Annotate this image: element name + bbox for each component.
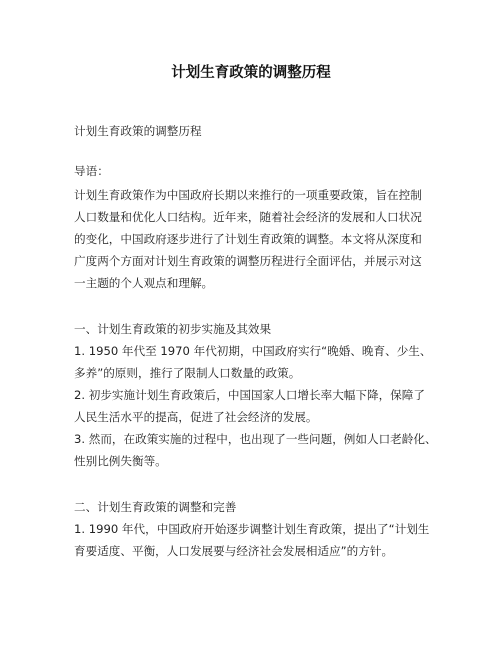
- intro-line: 广度两个方面对计划生育政策的调整历程进行全面评估，并展示对这: [74, 254, 422, 268]
- section1-line: 3. 然而，在政策实施的过程中，也出现了一些问题，例如人口老龄化、: [74, 432, 437, 446]
- section2-line: 1. 1990 年代，中国政府开始逐步调整计划生育政策，提出了“计划生: [74, 522, 430, 536]
- intro-line: 的变化，中国政府逐步进行了计划生育政策的调整。本文将从深度和: [74, 232, 422, 246]
- section1-line: 2. 初步实施计划生育政策后，中国国家人口增长率大幅下降，保障了: [74, 388, 425, 402]
- intro-line: 一主题的个人观点和理解。: [74, 276, 214, 290]
- section1-line: 人民生活水平的提高，促进了社会经济的发展。: [74, 410, 318, 424]
- intro-heading: 导语：: [74, 164, 109, 178]
- section1-line: 多养”的原则，推行了限制人口数量的政策。: [74, 366, 301, 380]
- intro-line: 计划生育政策作为中国政府长期以来推行的一项重要政策，旨在控制: [74, 188, 422, 202]
- document-title: 计划生育政策的调整历程: [171, 65, 331, 81]
- section1-heading: 一、计划生育政策的初步实施及其效果: [74, 322, 272, 336]
- section1-line: 1. 1950 年代至 1970 年代初期，中国政府实行“晚婚、晚育、少生、: [74, 344, 432, 358]
- section2-line: 育要适度、平衡，人口发展要与经济社会发展相适应”的方针。: [74, 544, 394, 558]
- section2-heading: 二、计划生育政策的调整和完善: [74, 500, 237, 514]
- document-subtitle: 计划生育政策的调整历程: [74, 124, 202, 138]
- intro-line: 人口数量和优化人口结构。近年来，随着社会经济的发展和人口状况: [74, 210, 422, 224]
- section1-line: 性别比例失衡等。: [74, 454, 167, 468]
